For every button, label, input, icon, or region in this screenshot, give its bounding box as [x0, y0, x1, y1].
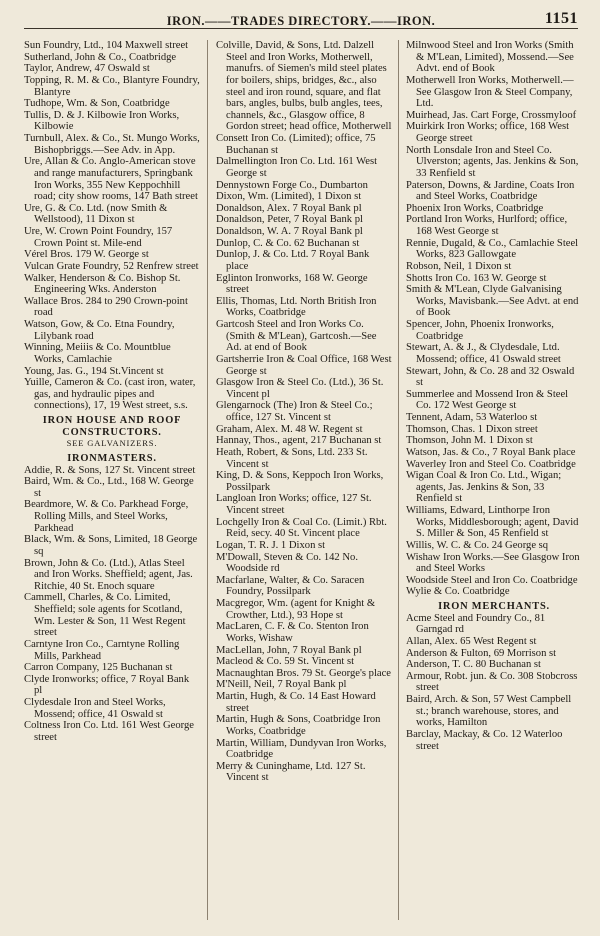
directory-entry: Stewart, John, & Co. 28 and 32 Oswald st	[406, 365, 575, 389]
directory-entry: Langloan Iron Works; office, 127 St. Vincent street	[216, 493, 372, 516]
directory-entry: Vérel Bros. 179 W. George st	[24, 249, 149, 261]
section-heading-house-roof: IRON HOUSE AND ROOF CONSTRUCTORS.	[42, 415, 182, 438]
directory-entry: Glasgow Iron & Steel Co. (Ltd.), 36 St. Vincent pl	[216, 377, 384, 400]
directory-entry: Tullis, D. & J. Kilbowie Iron Works, Kilbowie	[24, 109, 180, 133]
directory-entry: Turnbull, Alex. & Co., St. Mungo Works, Bishopbriggs.—See Adv. in App.	[24, 133, 200, 156]
directory-entry: Muirkirk Iron Works; office, 168 West George street	[406, 121, 570, 144]
directory-entry: Macfarlane, Walter, & Co. Saracen Foundry, Possilpark	[216, 574, 365, 598]
directory-entry: Thomson, John M. 1 Dixon st	[406, 435, 533, 447]
directory-entry: Baird, Wm. & Co., Ltd., 168 W. George st	[24, 476, 194, 499]
directory-entry: Milnwood Steel and Iron Works (Smith & M'Lean, Limited), Mossend.—See Advt. end of Book	[406, 40, 574, 75]
directory-entry: Tennent, Adam, 53 Waterloo st	[406, 412, 538, 423]
directory-entry: Watson, Gow, & Co. Etna Foundry, Lilybank road	[24, 319, 175, 342]
directory-entry: Black, Wm. & Sons, Limited, 18 George sq	[24, 534, 198, 557]
directory-entry: Waverley Iron and Steel Co. Coatbridge	[406, 458, 576, 470]
section-subheading: SEE GALVANIZERS.	[66, 438, 158, 449]
directory-entry: Armour, Robt. jun. & Co. 308 Stobcross street	[406, 670, 578, 694]
directory-entry: North Lonsdale Iron and Steel Co. Ulverston; agents, Jas. Jenkins & Son, 33 Renfield st	[406, 144, 579, 179]
directory-entry: Baird, Arch. & Son, 57 West Campbell st.; branch warehouse, stores, and works, Hamilton	[406, 694, 572, 729]
directory-entry: Donaldson, W. A. 7 Royal Bank pl	[216, 226, 363, 237]
directory-entry: Stewart, A. & J., & Clydesdale, Ltd. Mossend; office, 41 Oswald street	[406, 342, 561, 365]
directory-entry: Donaldson, Peter, 7 Royal Bank pl	[216, 214, 363, 226]
directory-entry: Ure, G. & Co. Ltd. (now Smith & Wellstood), 11 Dixon st	[24, 202, 168, 226]
directory-entry: Portland Iron Works, Hurlford; office, 168 West George st	[406, 214, 568, 237]
directory-entry: Glengarnock (The) Iron & Steel Co.; office, 127 St. Vincent st	[216, 400, 373, 423]
directory-entry: Wigan Coal & Iron Co. Ltd., Wigan; agents, Jas. Jenkins & Son, 33 Renfield st	[406, 470, 562, 505]
directory-entry: Ure, Allan & Co. Anglo-American stove and range manufacturers, Springbank Iron Works, 355 New Keppochhill road; city show rooms, 147 Bath street	[24, 156, 198, 203]
directory-entry: Anderson, T. C. 80 Buchanan st	[406, 659, 541, 671]
directory-entry: Ellis, Thomas, Ltd. North British Iron Works, Coatbridge	[216, 295, 377, 319]
directory-entry: Martin, Hugh & Sons, Coatbridge Iron Works, Coatbridge	[216, 714, 381, 737]
directory-entry: Lochgelly Iron & Coal Co. (Limit.) Rbt. Reid, secy. 40 St. Vincent place	[216, 516, 387, 540]
directory-entry: Logan, T. R. J. 1 Dixon st	[216, 539, 326, 551]
directory-entry: Carntyne Iron Co., Carntyne Rolling Mills, Parkhead	[24, 638, 180, 662]
entry-list	[24, 465, 200, 744]
column-3	[406, 40, 582, 752]
directory-entry: Winning, Meiiis & Co. Mountblue Works, Camlachie	[24, 342, 171, 365]
column-2	[216, 40, 392, 784]
directory-entry: M'Neill, Neil, 7 Royal Bank pl	[216, 679, 347, 691]
directory-entry: M'Dowall, Steven & Co. 142 No. Woodside rd	[216, 551, 358, 575]
directory-entry: Cammell, Charles, & Co. Limited, Sheffield; sole agents for Scotland, Wm. Lester & Son, 11 West Regent street	[24, 592, 186, 639]
directory-entry: Colville, David, & Sons, Ltd. Dalzell Steel and Iron Works, Motherwell, manufrs. of Siemen's mild steel plates for boilers, ships, bridges, &c., also steel and iron round, square, and flat bars, angles, bulbs, bulb angles, tees, channels, &c., Glasgow office, 8 Gordon street; head office, Motherwell	[216, 40, 392, 133]
directory-entry: Woodside Steel and Iron Co. Coatbridge	[406, 574, 578, 586]
column-divider-2	[398, 40, 399, 920]
directory-entry: Gartsherrie Iron & Coal Office, 168 West George st	[216, 353, 392, 377]
directory-entry: Motherwell Iron Works, Motherwell.—See Glasgow Iron & Steel Company, Ltd.	[406, 74, 574, 110]
directory-entry: Smith & M'Lean, Clyde Galvanising Works, Mavisbank.—See Advt. at end of Book	[406, 284, 579, 319]
directory-entry: Merry & Cuninghame, Ltd. 127 St. Vincent st	[216, 760, 366, 784]
directory-entry: Tudhope, Wm. & Son, Coatbridge	[24, 98, 170, 110]
header-rule	[24, 28, 578, 29]
directory-entry: Walker, Henderson & Co. Bishop St. Engineering Wks. Anderston	[24, 272, 181, 296]
directory-entry: Shotts Iron Co. 163 W. George st	[406, 272, 547, 284]
directory-entry: Watson, Jas. & Co., 7 Royal Bank place	[406, 446, 576, 458]
directory-entry: Gartcosh Steel and Iron Works Co. (Smith & M'Lean), Gartcosh.—See Ad. at end of Book	[216, 319, 377, 354]
directory-entry: Clydesdale Iron and Steel Works, Mossend; office, 41 Oswald st	[24, 697, 166, 720]
directory-entry: Acme Steel and Foundry Co., 81 Garngad rd	[406, 612, 546, 636]
directory-entry: Thomson, Chas. 1 Dixon street	[406, 423, 538, 435]
directory-entry: Donaldson, Alex. 7 Royal Bank pl	[216, 202, 362, 214]
column-1	[24, 40, 200, 744]
directory-entry: Wishaw Iron Works.—See Glasgow Iron and Steel Works	[406, 551, 580, 575]
directory-entry: Sun Foundry, Ltd., 104 Maxwell street	[24, 40, 189, 51]
directory-entry: Macgregor, Wm. (agent for Knight & Crowther, Ltd.), 93 Hope st	[216, 598, 376, 621]
directory-entry: Spencer, John, Phoenix Ironworks, Coatbridge	[406, 319, 554, 342]
directory-entry: Martin, Hugh, & Co. 14 East Howard street	[216, 691, 376, 714]
directory-entry: Heath, Robert, & Sons, Ltd. 233 St. Vincent st	[216, 446, 368, 470]
directory-entry: Beardmore, W. & Co. Parkhead Forge, Rolling Mills, and Steel Works, Parkhead	[24, 499, 189, 534]
directory-entry: Dixon, Wm. (Limited), 1 Dixon st	[216, 191, 362, 203]
directory-entry: Yuille, Cameron & Co. (cast iron, water, gas, and hydraulic pipes and connections), 17, 19 West street, s.s.	[24, 377, 196, 412]
directory-entry: Taylor, Andrew, 47 Oswald st	[24, 63, 150, 75]
directory-entry: Dalmellington Iron Co. Ltd. 161 West George st	[216, 156, 378, 179]
directory-entry: Dennystown Forge Co., Dumbarton	[216, 179, 368, 191]
directory-entry: Allan, Alex. 65 West Regent st	[406, 635, 537, 647]
directory-entry: Martin, William, Dundyvan Iron Works, Coatbridge	[216, 737, 387, 761]
directory-entry: Rennie, Dugald, & Co., Camlachie Steel Works, 823 Gallowgate	[406, 237, 579, 261]
directory-entry: Clyde Ironworks; office, 7 Royal Bank pl	[24, 673, 190, 697]
directory-entry: Graham, Alex. M. 48 W. Regent st	[216, 423, 363, 435]
directory-entry: Hannay, Thos., agent, 217 Buchanan st	[216, 435, 382, 447]
directory-entry: Barclay, Mackay, & Co. 12 Waterloo street	[406, 728, 563, 752]
directory-entry: Dunlop, J. & Co. Ltd. 7 Royal Bank place	[216, 249, 370, 272]
directory-entry: Addie, R. & Sons, 127 St. Vincent street	[24, 464, 196, 476]
entry-list	[406, 40, 582, 598]
entry-list	[216, 40, 392, 784]
page-number: 1151	[544, 10, 578, 27]
directory-entry: Willis, W. C. & Co. 24 George sq	[406, 539, 549, 551]
section-heading-ironmasters: IRONMASTERS.	[67, 452, 157, 464]
directory-entry: Paterson, Downs, & Jardine, Coats Iron and Steel Works, Coatbridge	[406, 179, 575, 203]
directory-entry: Brown, John & Co. (Ltd.), Atlas Steel and Iron Works. Sheffield; agent, Jas. Ritchie, 40 St. Enoch square	[24, 557, 193, 592]
entry-list	[24, 40, 200, 412]
section-heading-iron-merchants: IRON MERCHANTS.	[438, 601, 550, 612]
directory-entry: Topping, R. M. & Co., Blantyre Foundry, Blantyre	[24, 74, 200, 98]
running-title: IRON.——TRADES DIRECTORY.——IRON.	[166, 14, 436, 28]
directory-entry: Anderson & Fulton, 69 Morrison st	[406, 647, 557, 659]
page-header	[24, 6, 578, 30]
directory-entry: Muirhead, Jas. Cart Forge, Crossmyloof	[406, 109, 577, 121]
directory-entry: Vulcan Grate Foundry, 52 Renfrew street	[24, 260, 199, 272]
directory-entry: King, D. & Sons, Keppoch Iron Works, Possilpark	[216, 470, 384, 493]
directory-entry: MacLellan, John, 7 Royal Bank pl	[216, 644, 362, 656]
directory-entry: Phoenix Iron Works, Coatbridge	[406, 202, 544, 214]
directory-entry: Coltness Iron Co. Ltd. 161 West George street	[24, 720, 195, 743]
directory-entry: Consett Iron Co. (Limited); office, 75 Buchanan st	[216, 133, 376, 156]
directory-entry: Sutherland, John & Co., Coatbridge	[24, 51, 177, 63]
directory-entry: Wallace Bros. 284 to 290 Crown-point road	[24, 295, 188, 319]
directory-entry: Williams, Edward, Linthorpe Iron Works, Middlesborough; agent, David S. Miller & Son, 45 Renfield st	[406, 505, 579, 540]
directory-entry: Ure, W. Crown Point Foundry, 157 Crown Point st. Mile-end	[24, 226, 173, 249]
directory-entry: Macnaughtan Bros. 79 St. George's place	[216, 667, 391, 679]
column-divider-1	[207, 40, 208, 920]
directory-entry: Robson, Neil, 1 Dixon st	[406, 260, 512, 272]
directory-entry: MacLaren, C. F. & Co. Stenton Iron Works, Wishaw	[216, 621, 369, 644]
directory-entry: Summerlee and Mossend Iron & Steel Co. 172 West George st	[406, 388, 569, 412]
entry-list	[406, 613, 582, 753]
directory-entry: Eglinton Ironworks, 168 W. George street	[216, 272, 368, 296]
directory-entry: Carron Company, 125 Buchanan st	[24, 662, 173, 674]
directory-entry: Young, Jas. G., 194 St.Vincent st	[24, 365, 164, 377]
directory-entry: Macleod & Co. 59 St. Vincent st	[216, 656, 355, 668]
directory-entry: Dunlop, C. & Co. 62 Buchanan st	[216, 237, 360, 249]
directory-entry: Wylie & Co. Coatbridge	[406, 586, 510, 598]
